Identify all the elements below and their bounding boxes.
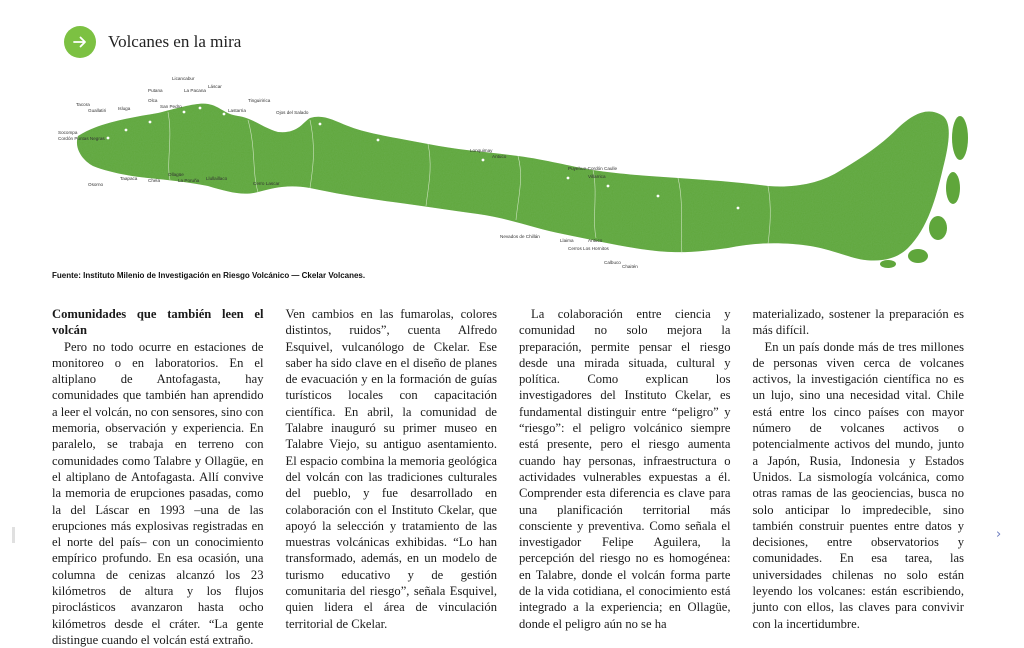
paragraph: La colaboración entre ciencia y comunidad no solo mejora la preparación, permite pensar el riesgo desde una mirada situada, cultural y política. Como explican los investigadores del Instituto Ckelar, es fundamental distinguir entre “peligro” y “riesgo”: el peligro volcánico siempre está presente, pero el riesgo aumenta cuando hay personas, infraestructura o actividades vulnerables expuestas a él. Comprender esta diferencia es clave para una planificación territorial más consciente y preventiva. Como señala el investigador Felipe Aguilera, la percepción del riesgo no es homogénea: en Talabre, donde el volcán forma parte de la vida cotidiana, el conocimiento está integrado a la experiencia; en Ollagüe, donde el peligro aún no se ha <box>519 307 731 631</box>
chevron-right-icon[interactable]: › <box>996 527 1002 542</box>
svg-text:Llaima: Llaima <box>560 238 574 243</box>
section-header <box>64 26 241 58</box>
svg-text:Antuco: Antuco <box>492 154 507 159</box>
svg-text:Villarrica: Villarrica <box>588 174 606 179</box>
svg-text:La Pacana: La Pacana <box>184 88 206 93</box>
paragraph: materializado, sostener la preparación es más difícil. <box>752 307 964 338</box>
svg-text:Olca: Olca <box>148 98 158 103</box>
svg-text:Osorno: Osorno <box>88 182 104 187</box>
svg-text:Tinguiririca: Tinguiririca <box>248 98 271 103</box>
svg-text:Cerros Los Hornitos: Cerros Los Hornitos <box>568 246 609 251</box>
svg-text:Llullaillaco: Llullaillaco <box>206 176 228 181</box>
section-title: Volcanes en la mira <box>108 32 242 51</box>
subheading: Comunidades que también leen el volcán <box>52 307 264 338</box>
paragraph: Pero no todo ocurre en estaciones de monitoreo o en laboratorios. En el altiplano de Antofagasta, hay comunidades que también han aprendido a leer el volcán, no con sensores, sino con memoria, observación y experiencia. En paralelo, se trabaja en terreno con comunidades como Talabre y Ollagüe, en el altiplano de Antofagasta. Allí convive la memoria de erupciones pasadas, como la del Láscar en 1993 –una de las erupciones más explosivas registradas en el norte del país– con un conocimiento empírico profundo. En esa ocasión, una columna de cenizas alcanzó los 23 kilómetros de altura y los flujos piroclásticos avanzaron hasta ocho kilómetros desde el cráter. “La gente distingue cuando el volcán está extraño. <box>52 339 264 647</box>
svg-text:La Poruña: La Poruña <box>178 178 200 183</box>
svg-text:Guallatiri: Guallatiri <box>88 108 107 113</box>
map-source-note: Fuente: Instituto Milenio de Investigación en Riesgo Volcánico — Ckelar Volcanes. <box>52 271 366 280</box>
svg-text:Cordón Puntas Negras: Cordón Puntas Negras <box>58 136 105 141</box>
svg-text:Antuco: Antuco <box>588 238 603 243</box>
svg-text:Chaitén: Chaitén <box>622 264 638 269</box>
svg-text:Nevados de Chillán: Nevados de Chillán <box>500 234 540 239</box>
article-column-2 <box>285 306 498 631</box>
svg-text:Putana: Putana <box>148 88 163 93</box>
article-column-4 <box>752 306 965 631</box>
svg-text:Socompa: Socompa <box>58 130 78 135</box>
page-edge-marker <box>12 527 15 543</box>
svg-text:Ojos del Salado: Ojos del Salado <box>276 110 309 115</box>
svg-text:Puyehue-Cordón Caulle: Puyehue-Cordón Caulle <box>568 166 618 171</box>
article-column-3 <box>519 306 731 631</box>
svg-text:Chela: Chela <box>148 178 161 183</box>
svg-text:Láscar: Láscar <box>208 84 222 89</box>
article-body <box>52 306 964 647</box>
svg-text:San Pedro: San Pedro <box>160 104 182 109</box>
svg-text:Tacora: Tacora <box>76 102 90 107</box>
svg-text:Lastarria: Lastarria <box>228 108 246 113</box>
svg-text:Taapaca: Taapaca <box>120 176 138 181</box>
arrow-right-icon <box>64 26 96 58</box>
svg-text:Lonquimay: Lonquimay <box>470 148 493 153</box>
paragraph: En un país donde más de tres millones de personas viven cerca de volcanes activos, la investigación científica no es un lujo, sino una necesidad vital. Chile está entre los cinco países con mayor número de volcanes activos o potencialmente activos del mundo, junto a Japón, Rusia, Indonesia y Estados Unidos. La sismología volcánica, como otras ramas de las geociencias, busca no solo anticipar lo impredecible, sino también construir puentes entre datos y decisiones, entre observatorios y comunidades. En esa tarea, las universidades chilenas no solo están leyendo los volcanes: están escribiendo, junto con ellos, las claves para convivir con la incertidumbre. <box>752 339 964 631</box>
chile-volcano-map <box>48 68 978 268</box>
article-column-1 <box>52 306 264 647</box>
svg-text:Calbuco: Calbuco <box>604 260 621 265</box>
svg-text:Licancabur: Licancabur <box>172 76 195 81</box>
svg-text:Ollagüe: Ollagüe <box>168 172 184 177</box>
paragraph: Ven cambios en las fumarolas, colores distintos, ruidos”, cuenta Alfredo Esquivel, vulcanólogo de Ckelar. Ese saber ha sido clave en el diseño de planes de evacuación y en la formación de guías turísticos locales con capacitación científica. En abril, la comunidad de Talabre inauguró su primer museo en Talabre Viejo, su antiguo asentamiento. El espacio combina la memoria geológica del volcán con las tradiciones culturales del pueblo, y fue desarrollado en colaboración con el Instituto Ckelar, que apoyó la selección y tratamiento de las muestras volcánicas exhibidas. “Lo han transformado, además, en un modelo de turismo educativo y de gestión comunitaria del riesgo”, señala Esquivel, quien lidera el área de vinculación territorial de Ckelar. <box>285 307 497 631</box>
svg-text:Cerro Lascar: Cerro Lascar <box>253 181 280 186</box>
svg-text:Isluga: Isluga <box>118 106 131 111</box>
